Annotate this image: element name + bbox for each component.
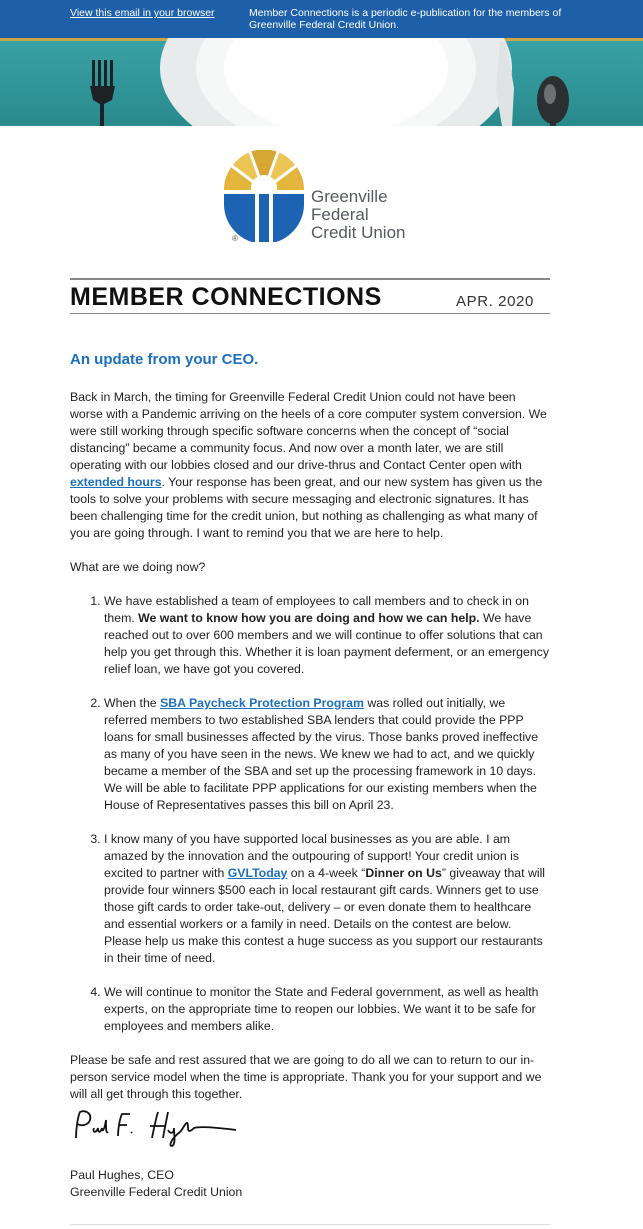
- spoon-icon: [537, 76, 569, 126]
- extended-hours-link[interactable]: extended hours: [70, 475, 162, 489]
- article-closing-paragraph: Please be safe and rest assured that we are going to do all we can to return to our in-person service model when the time is appropriate. Thank you for your support and we will all get through this together.: [70, 1053, 542, 1101]
- masthead-bottom-rule: [70, 313, 550, 314]
- masthead-title: MEMBER CONNECTIONS: [70, 283, 382, 311]
- article-intro-paragraph: Back in March, the timing for Greenville Federal Credit Union could not have been worse with a Pandemic arriving on the heels of a core computer system conversion. We were still working through specific software concerns when the concept of “social distancing” became a community focus. And now over a month later, we are still operating with our lobbies closed and our drive-thrus and Contact Center open with extended hours. Your response has been great, and our new system has given us the tools to solve your problems with secure messaging and electronic signatures. It has been challenging time for the credit union, but nothing as challenging as what many of you are going through. I want to remind you that we are here to help.: [70, 390, 547, 540]
- gfcu-logo-mark-icon: [224, 150, 304, 246]
- list-item: 2. When the SBA Paycheck Protection Program was rolled out initially, we referred members to two established SBA lenders that could provide the PPP loans for small businesses affected by the virus. Those banks proved ineffective as many of you have seen in the news. We knew we had to act, and we quickly became a member of the SBA and set up the processing framework in 10 days. We will be able to facilitate PPP applications for our existing members when the House of Representatives passes this bill on April 23.: [104, 695, 550, 814]
- gfcu-logo-wordmark: Greenville Federal Credit Union: [311, 187, 406, 242]
- list-item: 1. We have established a team of employees to call members and to check in on them. We want to know how you are doing and how we can help. We have reached out to over 600 members and we will continue to offer solutions that can help you get through this. Whether it is loan payment deferment, or an emergency relief loan, we have got you covered.: [104, 593, 550, 678]
- ceo-signature-image: [70, 1108, 250, 1148]
- list-item: 3. I know many of you have supported local businesses as you are able. I am amazed by the innovation and the outpouring of support! Your credit union is excited to partner with GVLToday on a 4-week “Dinner on Us” giveaway that will provide four winners $500 each in local restaurant gift cards. Winners get to use those gift cards to order take-out, delivery – or even donate them to healthcare and essential workers or a family in need. Details on the contest are below. Please help us make this contest a huge success as you support our restaurants in their time of need.: [104, 831, 550, 967]
- masthead-top-rule: [70, 278, 550, 280]
- registered-mark: ®: [232, 234, 238, 243]
- place-setting-illustration: [0, 38, 643, 126]
- hero-banner-image: [0, 38, 643, 126]
- article-heading: An update from your CEO.: [70, 351, 259, 368]
- masthead-date: APR. 2020: [456, 293, 534, 310]
- list-item: 4. We will continue to monitor the State and Federal government, as well as health experts, on the appropriate time to reopen our lobbies. We want it to be safe for employees and members alike.: [104, 984, 550, 1035]
- fork-icon: [90, 60, 115, 126]
- action-list: [70, 593, 550, 1035]
- signoff-name: Paul Hughes, CEO: [70, 1168, 174, 1182]
- sba-ppp-link[interactable]: SBA Paycheck Protection Program: [160, 696, 364, 710]
- gfcu-logo: [224, 150, 424, 250]
- footer-divider: [70, 1224, 550, 1225]
- article-body: [70, 351, 550, 1120]
- signoff-block: [70, 1167, 242, 1201]
- signoff-org: Greenville Federal Credit Union: [70, 1185, 243, 1199]
- header-tagline: Member Connections is a periodic e-publication for the members of Greenville Federal Credit Union.: [249, 7, 562, 31]
- article-question: What are we doing now?: [70, 560, 206, 574]
- gvltoday-link[interactable]: GVLToday: [227, 866, 288, 880]
- header-bar: [0, 0, 643, 38]
- view-in-browser-link[interactable]: View this email in your browser: [70, 7, 215, 19]
